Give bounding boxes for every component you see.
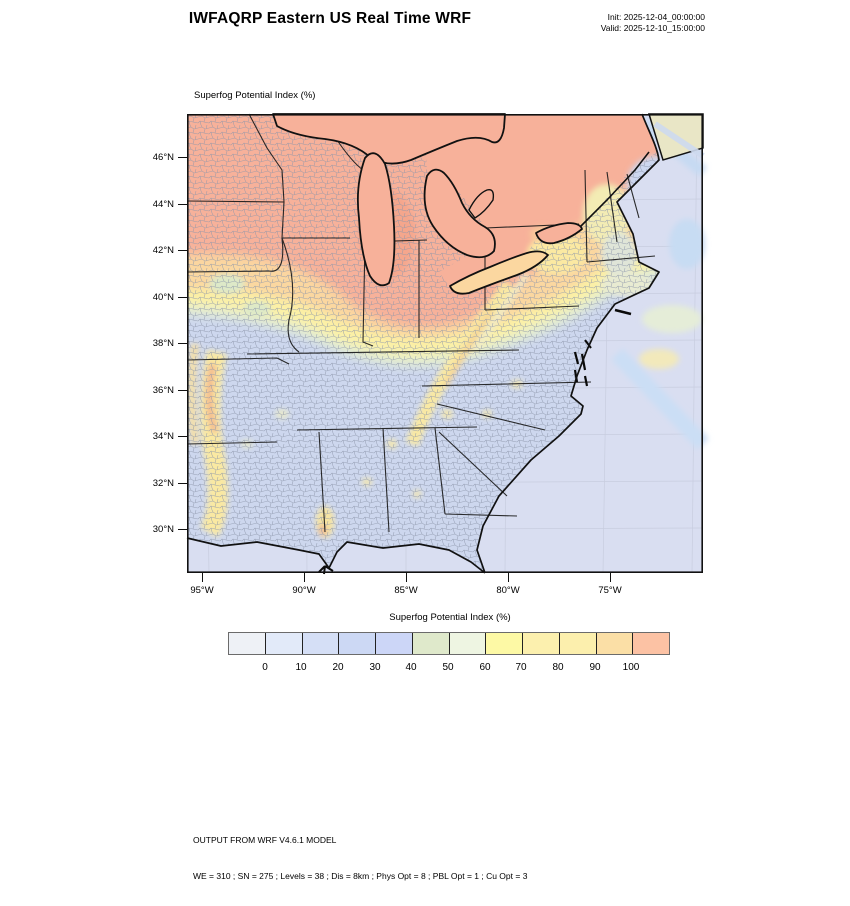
lat-label: 36°N [152,385,174,396]
lat-tick [178,343,187,344]
lat-label: 46°N [152,152,174,163]
lon-label: 80°W [496,585,520,596]
colorbar-cell [338,633,375,654]
superfog-map [187,114,703,573]
colorbar-tick: 10 [295,662,307,673]
lat-tick [178,483,187,484]
colorbar-cell [412,633,449,654]
lat-label: 40°N [152,292,174,303]
colorbar-cell [559,633,596,654]
model-config-footer [193,810,527,906]
lat-label: 32°N [152,478,174,489]
model-timestamps [475,12,705,34]
colorbar-cell [485,633,522,654]
colorbar-tick: 20 [332,662,344,673]
colorbar [228,632,670,655]
colorbar-tick: 40 [405,662,417,673]
colorbar-cell [632,633,669,654]
field-label: Superfog Potential Index (%) [194,90,316,101]
lon-tick [508,573,509,582]
lat-label: 38°N [152,338,174,349]
valid-timestamp: Valid: 2025-12-10_15:00:00 [600,23,705,33]
colorbar-tick: 50 [442,662,454,673]
lat-tick [178,297,187,298]
lat-label: 42°N [152,245,174,256]
lon-label: 95°W [190,585,214,596]
lon-tick [304,573,305,582]
colorbar-tick: 70 [515,662,527,673]
colorbar-cell [522,633,559,654]
map-graphic [187,114,703,573]
colorbar-tick: 30 [369,662,381,673]
colorbar-cell [229,633,265,654]
footer-line2: WE = 310 ; SN = 275 ; Levels = 38 ; Dis = 8km ; Phys Opt = 8 ; PBL Opt = 1 ; Cu Opt = 3 [193,871,528,881]
colorbar-tick: 90 [589,662,601,673]
lat-label: 30°N [152,524,174,535]
lat-tick [178,436,187,437]
lon-tick [406,573,407,582]
lon-tick [202,573,203,582]
lat-tick [178,250,187,251]
colorbar-cell [265,633,302,654]
lat-tick [178,390,187,391]
init-timestamp: Init: 2025-12-04_00:00:00 [607,12,705,22]
colorbar-tick: 60 [479,662,491,673]
colorbar-cell [302,633,339,654]
lat-tick [178,204,187,205]
colorbar-tick: 80 [552,662,564,673]
lat-tick [178,529,187,530]
colorbar-cell [596,633,633,654]
colorbar-cell [449,633,486,654]
footer-line1: OUTPUT FROM WRF V4.6.1 MODEL [193,835,337,845]
lon-label: 75°W [598,585,622,596]
colorbar-title: Superfog Potential Index (%) [389,612,511,623]
lon-label: 90°W [292,585,316,596]
colorbar-tick: 100 [622,662,640,673]
lon-tick [610,573,611,582]
lat-label: 34°N [152,431,174,442]
colorbar-cell [375,633,412,654]
lat-tick [178,157,187,158]
page-title: IWFAQRP Eastern US Real Time WRF [188,10,472,27]
colorbar-tick: 0 [262,662,268,673]
lat-label: 44°N [152,199,174,210]
lon-label: 85°W [394,585,418,596]
